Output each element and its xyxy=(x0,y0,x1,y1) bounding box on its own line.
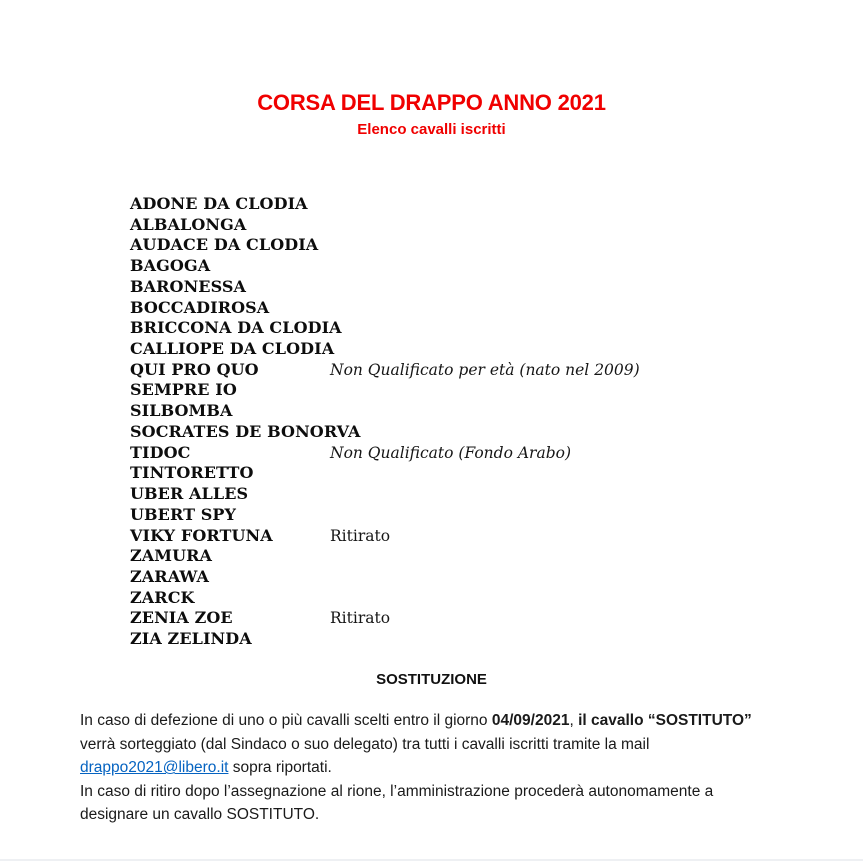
horse-row xyxy=(130,463,780,484)
horse-row xyxy=(130,380,780,401)
horse-row xyxy=(130,608,780,629)
paragraph-text: verrà sorteggiato (dal Sindaco o suo delegato) tra tutti i cavalli iscritti tramite la mail xyxy=(80,735,650,753)
horse-name: UBER ALLES xyxy=(130,484,249,504)
horse-row xyxy=(130,567,780,588)
horse-row xyxy=(130,526,780,547)
horse-row xyxy=(130,339,780,360)
paragraph-line xyxy=(80,733,810,757)
horse-note: Non Qualificato per età (nato nel 2009) xyxy=(330,360,640,379)
email-link[interactable]: drappo2021@libero.it xyxy=(80,759,229,777)
horse-name: ZIA ZELINDA xyxy=(130,629,252,649)
horse-name: ADONE DA CLODIA xyxy=(130,194,308,213)
horse-row xyxy=(130,546,780,567)
paragraph-bold-text: 04/09/2021 xyxy=(491,712,570,729)
paragraph-text: designare un cavallo SOSTITUTO. xyxy=(80,806,320,824)
horse-row xyxy=(130,588,780,609)
horse-row xyxy=(130,318,780,339)
horse-row xyxy=(130,256,780,277)
horse-name: BRICCONA DA CLODIA xyxy=(130,318,342,338)
substitution-heading: SOSTITUZIONE xyxy=(376,671,487,688)
paragraph-text: sopra riportati. xyxy=(228,759,332,777)
horse-name: BOCCADIROSA xyxy=(130,297,270,317)
horse-row xyxy=(130,443,780,464)
horse-name: SOCRATES DE BONORVA xyxy=(130,421,361,441)
horse-name: AUDACE DA CLODIA xyxy=(130,235,319,255)
horse-name: ZARAWA xyxy=(130,566,209,586)
paragraph-line xyxy=(80,756,810,780)
horse-name: TIDOC xyxy=(130,442,191,462)
paragraph-line xyxy=(80,803,810,827)
paragraph-bold-text: il cavallo “SOSTITUTO” xyxy=(578,712,752,729)
horse-name: UBERT SPY xyxy=(130,504,237,524)
horse-list xyxy=(130,194,780,650)
horse-row xyxy=(130,298,780,319)
horse-name: SILBOMBA xyxy=(130,401,233,421)
horse-name: ALBALONGA xyxy=(130,214,247,234)
horse-row xyxy=(130,422,780,443)
substitution-paragraph xyxy=(80,709,810,827)
horse-row xyxy=(130,505,780,526)
horse-name: ZARCK xyxy=(130,587,195,607)
horse-row xyxy=(130,235,780,256)
horse-note: Ritirato xyxy=(330,526,391,545)
horse-name: CALLIOPE DA CLODIA xyxy=(130,339,335,359)
horse-note: Non Qualificato (Fondo Arabo) xyxy=(330,443,571,462)
horse-name: TINTORETTO xyxy=(130,463,254,483)
horse-note: Ritirato xyxy=(330,609,391,628)
paragraph-line xyxy=(80,780,810,804)
horse-name: SEMPRE IO xyxy=(130,380,237,400)
page-subtitle: Elenco cavalli iscritti xyxy=(357,121,506,138)
horse-name: BARONESSA xyxy=(130,276,247,296)
horse-row xyxy=(130,277,780,298)
horse-row xyxy=(130,194,780,215)
horse-name: ZENIA ZOE xyxy=(130,608,233,628)
horse-name: QUI PRO QUO xyxy=(130,359,259,379)
paragraph-line xyxy=(80,709,810,733)
horse-name: VIKY FORTUNA xyxy=(130,525,273,545)
paragraph-text: , xyxy=(569,712,579,729)
horse-name: BAGOGA xyxy=(130,256,211,276)
horse-row xyxy=(130,360,780,381)
horse-row xyxy=(130,215,780,236)
horse-row xyxy=(130,484,780,505)
page-title: CORSA DEL DRAPPO ANNO 2021 xyxy=(257,90,606,115)
horse-name: ZAMURA xyxy=(130,546,213,566)
paragraph-text: In caso di defezione di uno o più cavalli scelti entro il giorno xyxy=(80,712,492,729)
paragraph-text: In caso di ritiro dopo l’assegnazione al rione, l’amministrazione procederà autonomamente a xyxy=(80,782,714,800)
horse-row xyxy=(130,401,780,422)
horse-row xyxy=(130,629,780,650)
